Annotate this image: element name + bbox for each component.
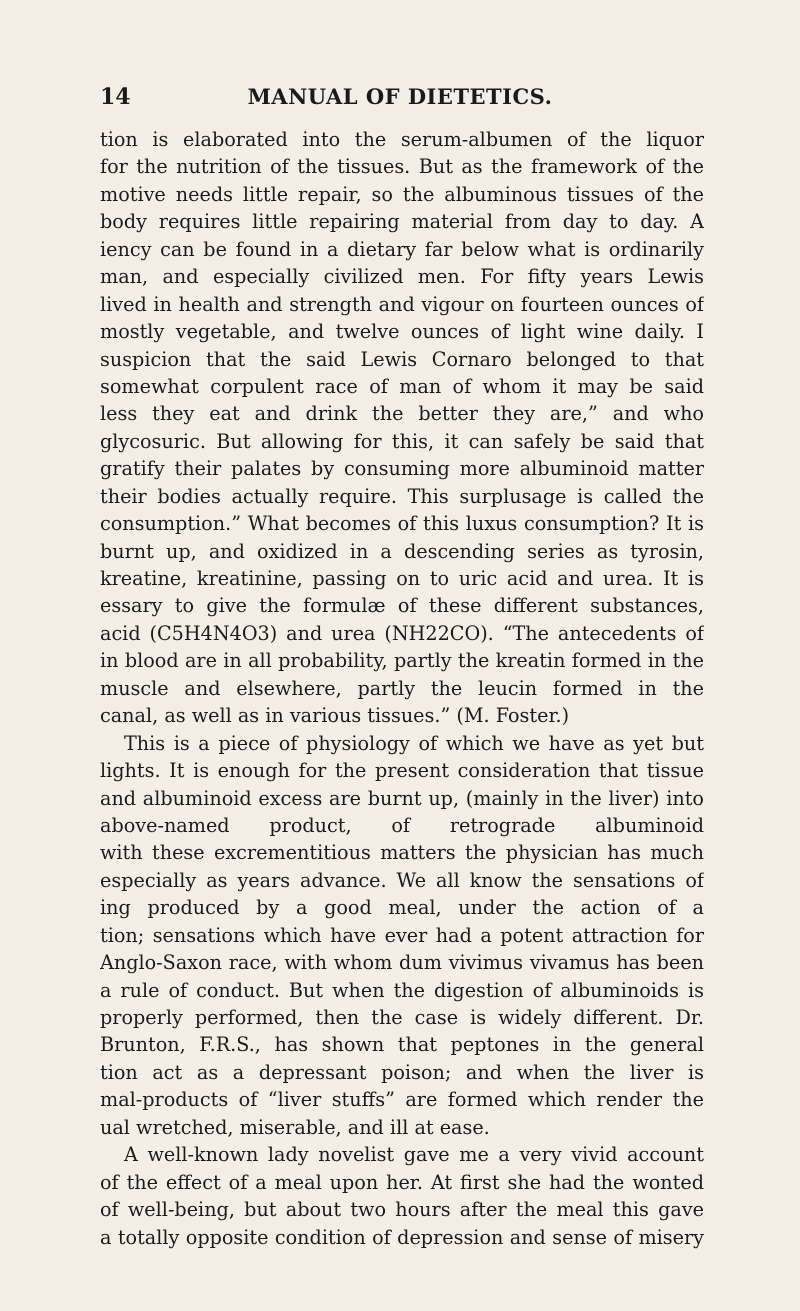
text-line: kreatine, kreatinine, passing on to uric acid and urea. It is xyxy=(100,567,704,590)
text-line: in blood are in all probability, partly the kreatin formed in the xyxy=(100,649,704,673)
text-line: canal, as well as in various tissues.” (M. Foster.) xyxy=(100,704,570,728)
text-line: muscle and elsewhere, partly the leucin formed in the xyxy=(100,676,704,700)
text-line: consumption.” What becomes of this luxus consumption? It is xyxy=(100,512,704,536)
text-line: Anglo-Saxon race, with whom dum vivimus vivamus has been xyxy=(100,951,704,975)
text-line: man, and especially civilized men. For fifty years Lewis xyxy=(100,265,704,289)
page-number: 14 xyxy=(100,84,131,110)
text-line: mal-products of “liver stuffs” are formed which render the xyxy=(100,1088,704,1112)
text-line: especially as years advance. We all know the sensations of xyxy=(100,868,704,892)
text-line: tion is elaborated into the serum-albumen of the liquor xyxy=(100,128,704,151)
text-line: ing produced by a good meal, under the action of a xyxy=(100,896,704,920)
text-line: gratify their palates by consuming more albuminoid matter xyxy=(100,457,704,481)
text-line: Brunton, F.R.S., has shown that peptones in the general xyxy=(100,1033,704,1057)
text-line: burnt up, and oxidized in a descending series as tyrosin, xyxy=(100,539,704,563)
text-line: This is a piece of physiology of which we have as yet but xyxy=(124,731,704,755)
running-head: MANUAL OF DIETETICS. xyxy=(247,84,553,109)
text-line: tion act as a depressant poison; and when the liver is xyxy=(100,1060,704,1084)
text-line: glycosuric. But allowing for this, it can safely be said that xyxy=(100,429,704,453)
text-line: ual wretched, miserable, and ill at ease. xyxy=(100,1115,490,1139)
text-line: their bodies actually require. This surplusage is called the xyxy=(100,484,704,508)
text-line: a totally opposite condition of depression and sense of misery xyxy=(100,1225,704,1249)
body-text xyxy=(100,126,704,1251)
text-line: properly performed, then the case is widely different. Dr. xyxy=(100,1006,704,1030)
text-line: a rule of conduct. But when the digestion of albuminoids is xyxy=(100,978,704,1002)
text-line: lights. It is enough for the present consideration that tissue xyxy=(100,759,704,783)
text-line: of the effect of a meal upon her. At first she had the wonted xyxy=(100,1170,704,1194)
text-line: iency can be found in a dietary far below what is ordinarily xyxy=(100,237,704,261)
text-line: body requires little repairing material from day to day. A xyxy=(100,210,704,234)
page-header xyxy=(0,84,800,114)
text-line: and albuminoid excess are burnt up, (mainly in the liver) into xyxy=(100,786,704,810)
text-line: above-named product, of retrograde albuminoid xyxy=(100,813,704,837)
text-line: suspicion that the said Lewis Cornaro belonged to that xyxy=(100,347,704,371)
text-line: motive needs little repair, so the albuminous tissues of the xyxy=(100,182,704,206)
text-line: for the nutrition of the tissues. But as the framework of the xyxy=(100,155,704,179)
text-line: essary to give the formulæ of these different substances, xyxy=(100,594,704,618)
text-line: with these excrementitious matters the physician has much xyxy=(100,841,704,865)
text-line: somewhat corpulent race of man of whom it may be said xyxy=(100,374,704,398)
text-line: tion; sensations which have ever had a potent attraction for xyxy=(100,923,704,947)
text-line: of well-being, but about two hours after the meal this gave xyxy=(100,1198,704,1222)
text-line: acid (C5H4N4O3) and urea (NH22CO). “The antecedents of xyxy=(100,621,704,645)
text-line: mostly vegetable, and twelve ounces of light wine daily. I xyxy=(100,320,704,344)
text-line: A well-known lady novelist gave me a very vivid account xyxy=(124,1143,704,1167)
text-line: less they eat and drink the better they are,” and who xyxy=(100,402,704,426)
text-line: lived in health and strength and vigour on fourteen ounces of xyxy=(100,292,704,316)
